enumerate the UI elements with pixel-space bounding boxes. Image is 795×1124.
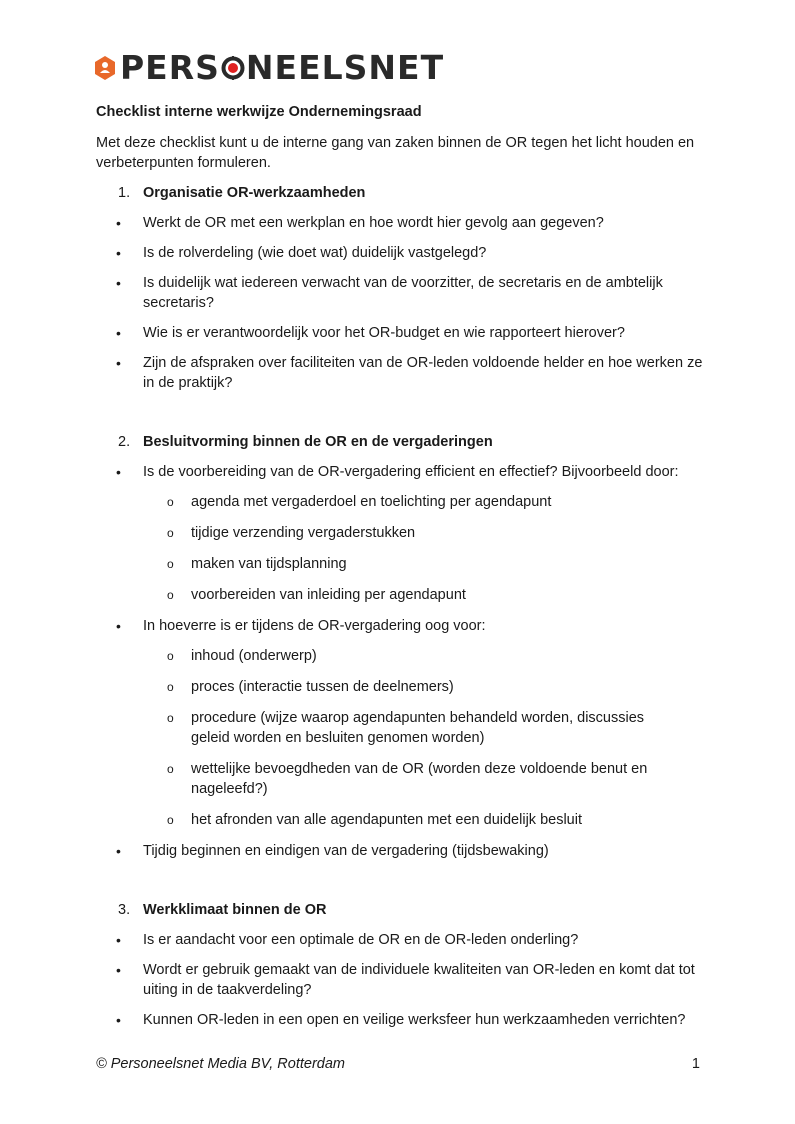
section-heading-2 [96,432,706,452]
sub-list-item-text: het afronden van alle agendapunten met een duidelijk besluit [191,812,582,828]
bullet-icon: • [116,843,121,859]
sub-list-item-text: proces (interactie tussen de deelnemers) [191,679,454,695]
section-heading-1 [96,183,706,203]
sub-list-item-text: wettelijke bevoegdheden van de OR (worden deze voldoende benut en nageleefd?) [191,761,648,797]
list-item [96,462,706,482]
list-item-text: Tijdig beginnen en eindigen van de vergadering (tijdsbewaking) [143,843,549,859]
sub-list-item-text: maken van tijdsplanning [191,556,347,572]
list-item [96,841,706,861]
list-item-text: Is de rolverdeling (wie doet wat) duidelijk vastgelegd? [143,245,487,261]
list-item [96,960,706,1000]
sub-list-item [96,646,706,666]
list-item [96,353,706,393]
personeelsnet-logo [94,50,444,86]
circle-bullet-icon: o [167,495,174,509]
circle-bullet-icon: o [167,649,174,663]
section-spacer [96,871,706,900]
intro-paragraph: Met deze checklist kunt u de interne gang van zaken binnen de OR tegen het licht houden en verbeterpunten formuleren. [96,135,695,171]
sub-list-item [96,585,706,605]
copyright-text: © Personeelsnet Media BV, Rotterdam [96,1056,345,1072]
logo-wordmark: PERS NEELSNET [120,48,445,87]
bullet-icon: • [116,325,121,341]
circle-bullet-icon: o [167,711,174,725]
list-item [96,243,706,263]
section-number: 2. [118,434,131,450]
circle-bullet-icon: o [167,526,174,540]
sub-list-item-text: procedure (wijze waarop agendapunten behandeld worden, discussies geleid worden en besluiten genomen worden) [191,710,645,746]
list-item [96,930,706,950]
bullet-icon: • [116,355,121,371]
list-item-text: In hoeverre is er tijdens de OR-vergadering oog voor: [143,618,486,634]
circle-bullet-icon: o [167,813,174,827]
bullet-icon: • [116,464,121,480]
list-item [96,273,706,313]
section-heading-3 [96,900,706,920]
section-title: Organisatie OR-werkzaamheden [143,185,366,201]
list-item [96,213,706,233]
bullet-icon: • [116,618,121,634]
sub-list-item-text: inhoud (onderwerp) [191,648,317,664]
bullet-icon: • [116,932,121,948]
sub-list-item-text: agenda met vergaderdoel en toelichting per agendapunt [191,494,552,510]
circle-bullet-icon: o [167,557,174,571]
sub-list-item [96,523,706,543]
list-item [96,323,706,343]
document-title: Checklist interne werkwijze Ondernemingsraad [96,104,422,120]
bullet-icon: • [116,1012,121,1028]
list-item-text: Kunnen OR-leden in een open en veilige werksfeer hun werkzaamheden verrichten? [143,1012,686,1028]
bullet-icon: • [116,215,121,231]
page-footer [96,1056,700,1072]
target-o-icon [221,56,245,80]
list-item-text: Is duidelijk wat iedereen verwacht van de voorzitter, de secretaris en de ambtelijk secretaris? [143,275,663,311]
sub-list-item [96,492,706,512]
section-spacer [96,403,706,432]
sub-list-item [96,759,706,799]
list-item-text: Werkt de OR met een werkplan en hoe wordt hier gevolg aan gegeven? [143,215,604,231]
bullet-icon: • [116,962,121,978]
sub-list-item-text: voorbereiden van inleiding per agendapunt [191,587,466,603]
bullet-icon: • [116,275,121,291]
sub-list-item [96,677,706,697]
sub-list-item [96,810,706,830]
list-item-text: Is er aandacht voor een optimale de OR en de OR-leden onderling? [143,932,579,948]
section-title: Besluitvorming binnen de OR en de vergaderingen [143,434,493,450]
list-item-text: Zijn de afspraken over faciliteiten van de OR-leden voldoende helder en hoe werken ze in de praktijk? [143,355,703,391]
person-badge-icon [94,56,116,80]
section-number: 3. [118,902,131,918]
circle-bullet-icon: o [167,680,174,694]
document-body [96,102,706,1040]
sub-list-item-text: tijdige verzending vergaderstukken [191,525,416,541]
list-item-text: Wordt er gebruik gemaakt van de individuele kwaliteiten van OR-leden en komt dat tot uiting in de taakverdeling? [143,962,695,998]
bullet-icon: • [116,245,121,261]
sub-list-item [96,708,706,748]
sub-list-item [96,554,706,574]
page-number: 1 [691,1056,700,1072]
circle-bullet-icon: o [167,762,174,776]
section-title: Werkklimaat binnen de OR [143,902,327,918]
list-item [96,616,706,636]
list-item-text: Is de voorbereiding van de OR-vergadering efficient en effectief? Bijvoorbeeld door: [143,464,679,480]
section-number: 1. [118,185,131,201]
list-item-text: Wie is er verantwoordelijk voor het OR-budget en wie rapporteert hierover? [143,325,625,341]
list-item [96,1010,706,1030]
circle-bullet-icon: o [167,588,174,602]
